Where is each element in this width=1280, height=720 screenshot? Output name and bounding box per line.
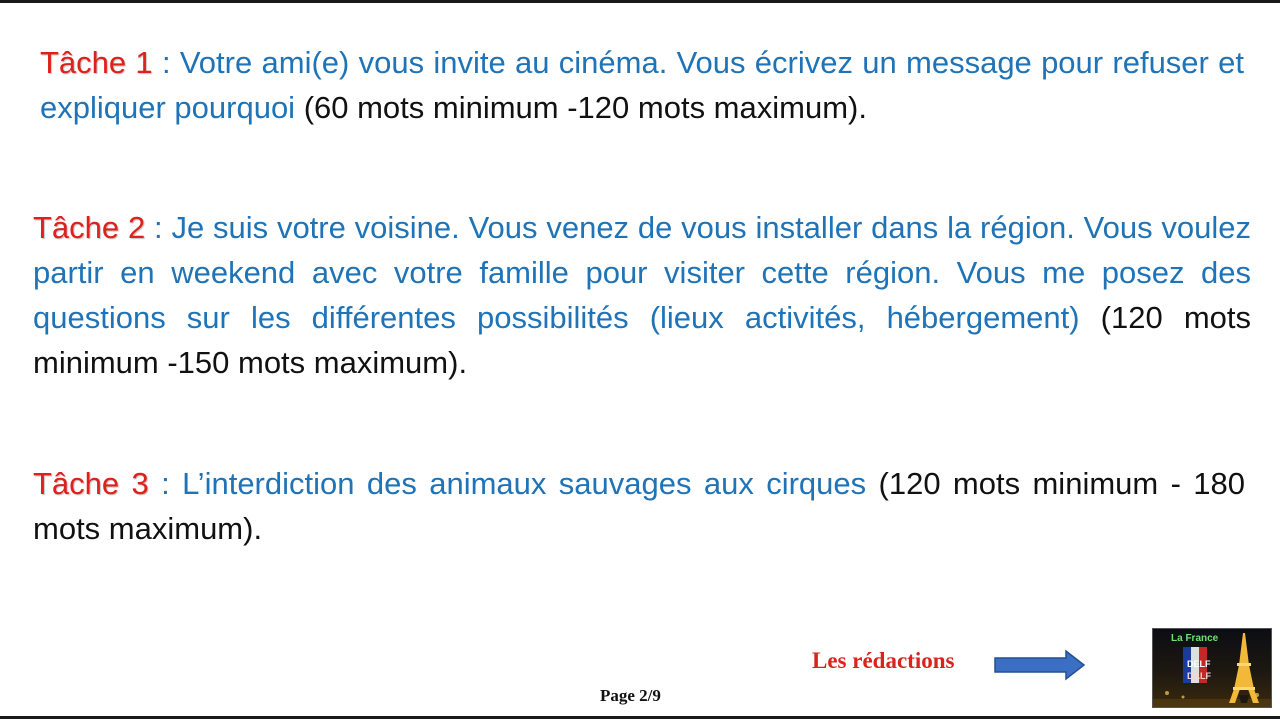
logo-title: La France <box>1171 633 1219 644</box>
task-1 <box>40 40 1244 130</box>
task-1-limits: (60 mots minimum -120 mots maximum). <box>295 90 867 125</box>
logo-dalf: DALF <box>1187 671 1211 681</box>
task-2-prompt: Je suis votre voisine. Vous venez de vous installer dans la région. Vous voulez partir en weekend avec votre famille pour visiter cette région. Vous me posez des questions sur les différentes possibilités (lieux activités, hébergement) <box>33 210 1251 335</box>
right-arrow-icon[interactable] <box>994 649 1086 681</box>
top-border <box>0 0 1280 3</box>
task-3-prompt: L’interdiction des animaux sauvages aux cirques <box>182 466 867 501</box>
bottom-border <box>0 716 1280 719</box>
task-1-prompt: Votre ami(e) vous invite au cinéma. Vous écrivez un message pour refuser et expliquer pourquoi <box>40 45 1244 125</box>
logo-delf: DELF <box>1187 659 1211 669</box>
page-number: Page 2/9 <box>600 686 661 705</box>
redactions-link[interactable]: Les rédactions <box>812 648 955 673</box>
task-3 <box>33 461 1245 551</box>
task-2-separator: : <box>145 210 172 245</box>
task-3-label: Tâche 3 <box>33 466 149 501</box>
task-2 <box>33 205 1251 385</box>
task-1-separator: : <box>152 45 180 80</box>
task-3-limits: (120 mots minimum - 180 mots maximum). <box>33 466 1246 546</box>
delf-dalf-logo[interactable] <box>1152 628 1272 708</box>
task-3-separator: : <box>148 466 183 501</box>
task-2-limits: (120 mots minimum -150 mots maximum). <box>33 300 1251 380</box>
task-1-label: Tâche 1 <box>40 45 153 80</box>
task-2-label: Tâche 2 <box>33 210 146 245</box>
